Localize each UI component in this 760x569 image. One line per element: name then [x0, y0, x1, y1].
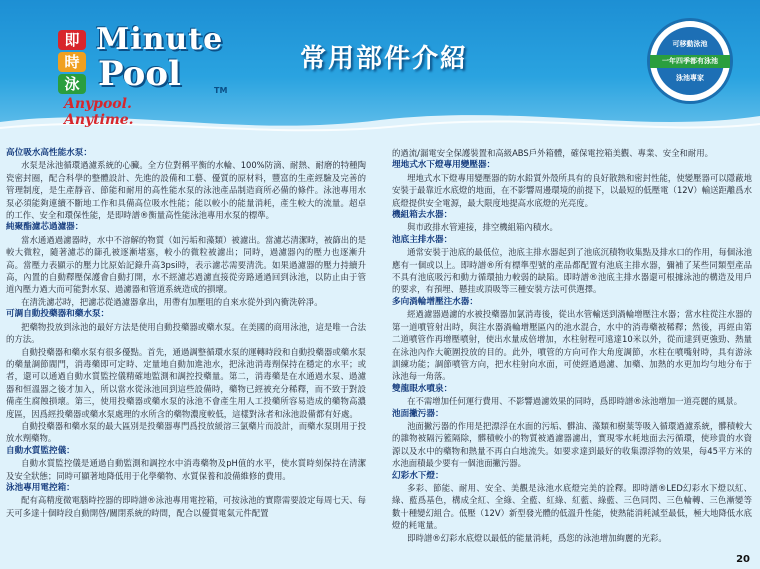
section-heading: 多向渦輪增壓注水器： [392, 296, 478, 307]
paragraph: 把藥物投放到泳池的最好方法是使用自動投藥器或藥水泵。在美國的商用泳池，這是唯一合法的方法。 [6, 321, 366, 345]
left-column [6, 147, 366, 519]
section-heading: 雙龍眼水噴泉： [392, 383, 453, 394]
paragraph: 通常安裝于池底的最低位，池底主排水器起到了池底沉積物收集點及排水口的作用，每個泳池應有一個或以上。即時譜®所有標準型號的產品都配置有池底主排水器，彌補了某些同類型產品不具有池底吸污和動力循環抽力較弱的缺陷。即時譜®池底主排水器還可根據泳池的構造及用戶的要求，有預埋、懸挂或頂吸等三種安裝方法可供選擇。 [392, 247, 752, 295]
brand-name-line2: Pool [98, 54, 181, 94]
pool-badge-logo [647, 18, 733, 104]
badge-bottom-text: 泳池專家 [676, 74, 704, 82]
header-banner [0, 0, 760, 140]
brand-chinese-name: 即 時 泳 [58, 30, 92, 94]
page-title: 常用部件介紹 [300, 44, 469, 74]
paragraph: 經過濾器過濾的水被投藥器加氯消毒後，從出水管輸送到渦輪增壓注水器；當水柱從注水器的第一道噴管射出時，與注水器渦輪增壓區內的池水混合，水中的消毒藥被稀釋；然後，再經由第二道噴管作再增壓噴射，使出水量成倍增加，水柱射程可遠達10米以外，從而達到更強勁、熱量在泳池內作大範圍投放的目的。此外，噴管的方向可作大角度調節，水柱在噴嘴射時，具有游泳訓練功能；調節噴管方向，把水柱射向水面，可使經過過濾、加藥、加熱的水更加均勻地分布于泳池每一角落。 [392, 309, 752, 382]
paragraph-continuation: 的過流/漏電安全保護裝置和高級ABS戶外箱體，確保電控箱美觀、專業、安全和耐用。 [392, 148, 713, 158]
paragraph: 在不需增加任何運行費用、不影響過濾效果的同時，爲即時譜®泳池增加一道亮麗的風景。 [407, 396, 743, 407]
paragraph: 水泵是泳池循環過濾系統的心臟。全方位對稱平衡的水輪、100%防滴、耐熱、耐磨的特種陶瓷密封圈，配合科學的整體設計、先進的設備和工藝、優質的原材料，豐富的生產經驗及完善的管理制度，是生產靜音、節能和耐用的高性能水泵的泳池產品制造商所必備的條件。泳池專用水泵必須能夠連續不斷地工作和具備高位吸水性能；能以較小的能量消耗，產生較大的流量。超卓的工作、安全和環保性能，是即時譜®衡量高性能泳池專用水泵的標準。 [6, 160, 366, 221]
page-number: 20 [736, 554, 750, 565]
section-heading: 池面撇污器： [392, 408, 444, 419]
section-heading: 自動水質監控儀： [6, 445, 75, 456]
paragraph: 在清洗濾芯時，把濾芯從過濾器拿出，用帶有加壓咀的自來水從外到內衝洗幹凈。 [21, 296, 323, 307]
badge-top-text: 可移動泳池 [672, 40, 708, 48]
brand-slogan: Anypool. Anytime. [64, 96, 134, 128]
section-heading: 幻彩水下燈： [392, 470, 444, 481]
badge-circle [656, 27, 724, 95]
section-heading: 可調自動投藥器和藥水泵： [6, 309, 110, 320]
paragraph: 自動投藥器和藥水泵有很多優點。首先，通過調整循環水泵的運轉時段和自動投藥器或藥水泵的藥量調節閥門，消毒藥即可定時、定量地自動加進池水，把泳池消毒劑保持在穩定的水平；或者，還可以通過自動水質監控儀精確地監測和調控投藥量。第二，消毒藥是在水通過水泵、過濾器和恒溫器之後才加入，所以當水從泳池回到這些設備時，藥物已經被充分稀釋，而不致于對設備產生腐蝕損壞。第三，使用投藥器或藥水泵的泳池不會產生用人工投藥所容易造成的藥物高濃度區，因爲經投藥器或藥水泵處理的水所含的藥物濃度較低，這樣對泳者和泳池設備都有好處。 [6, 346, 366, 419]
brand-name-line1: Minute [96, 22, 224, 57]
section-heading: 池底主排水器： [392, 234, 453, 245]
section-heading: 機組箱去水器： [392, 210, 453, 221]
paragraph: 池面撇污器的作用是把漂浮在水面的污垢、髒油、藻類和樹葉等吸入循環過濾系統，髒積較大的雜物被隔污籃隔除，髒積較小的物質被過濾器濾出，實現零水耗地面去污循環，使珍貴的水資源以及水中的藥物和熱量不再白白地流失。如要求達到最好的收集漂浮物的效果，每45平方米的水池面積最少要有一個池面撇污器。 [392, 420, 752, 469]
section-heading: 純聚酯濾芯過濾器： [6, 222, 84, 233]
paragraph: 埋地式水下燈專用變壓器的防水鉛質外殼所具有的良好散熱和密封性能，使變壓器可以隱蔽地安裝于最靠近水底燈的地面，在不影響周邊環境的前提下，以最短的低壓電（12V）輸送距離爲水底燈提供安全電源，最大限度地提高水底燈的光亮度。 [392, 172, 752, 208]
trademark-mark: TM [214, 86, 228, 95]
paragraph: 當水通過過濾器時，水中不溶解的物質（如污垢和藻類）被濾出。當濾芯清潔時，被篩出的是較大微粒，隨著濾芯的篩孔被逐漸堵塞，較小的微粒被濾出；同時，過濾器內的壓力也逐漸升高。當壓力表顯示的壓力比原始記錄升高3psi時，表示濾芯需要清洗。如果過濾器的壓力持續升高，內置的自動釋壓保護會自動打開，水不經濾芯過濾直接從旁路通過回到泳池，以防止由于管道內壓力過大而可能對水泵、過濾器和管道系統造成的損壞。 [6, 234, 366, 295]
paragraph: 自動投藥器和藥水泵的最大區別是投藥器專門爲投放緩溶三氯藥片而設計，而藥水泵則用于投放水劑藥物。 [6, 420, 366, 444]
right-column [392, 147, 752, 544]
section-heading: 埋地式水下燈專用變壓器： [392, 160, 496, 171]
section-heading: 泳池專用電控箱： [6, 482, 75, 493]
badge-ribbon-text: 一年四季都有泳池 [650, 55, 730, 68]
paragraph: 與市政排水管連接，排空機組箱內積水。 [407, 222, 558, 233]
paragraph: 即時譜®幻彩水底燈以最低的能量消耗，爲您的泳池增加絢麗的光彩。 [407, 532, 667, 543]
brand-logo [28, 12, 228, 128]
paragraph: 多彩、節能、耐用、安全、美觀是泳池水底燈完美的詮釋。即時譜®LED幻彩水下燈以紅、綠、藍爲基色，構成全紅、全綠、全藍、紅綠、紅藍、綠藍、三色同閃、三色輪轉、三色漸變等數十種變幻組合。低壓（12V）新型發光體的低溫升性能，使熱能消耗減至最低，極大地降低水底燈的耗電量。 [392, 482, 752, 531]
paragraph: 自動水質監控儀是通過自動監測和調控水中消毒藥物及pH值的水平，使水質時刻保持在清潔及安全狀態；同時可顯著地降低用于化學藥物、水質保養和設備維修的費用。 [6, 458, 366, 481]
section-heading: 高位吸水高性能水泵： [6, 148, 92, 158]
paragraph: 配有高精度微電腦時控器的即時譜®泳池專用電控箱，可按泳池的實際需要設定每周七天、每天可多達十個時段自動開啓/關閉系統的時間，配合以優質電氣元件配置 [6, 495, 366, 518]
